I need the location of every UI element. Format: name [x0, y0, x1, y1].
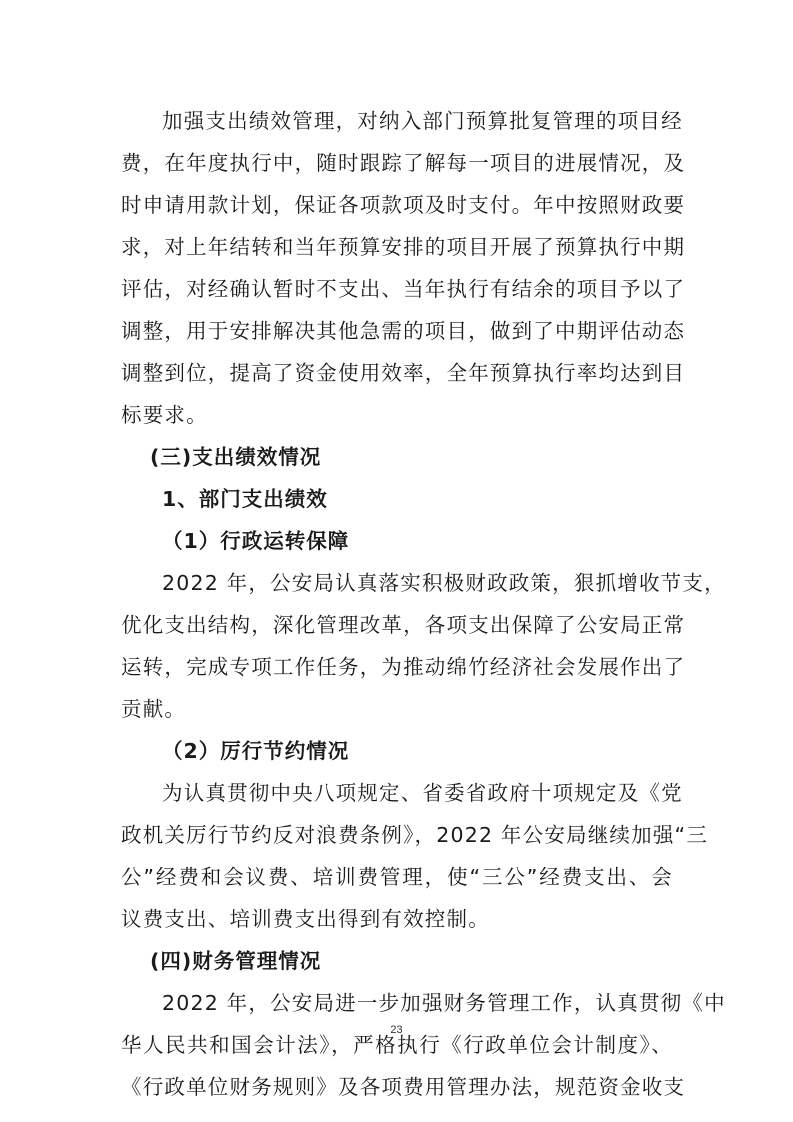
page-number: 23	[390, 1024, 403, 1036]
paragraph-3-line-2: 政机关厉行节约反对浪费条例》，2022 年公安局继续加强“三	[121, 823, 709, 847]
item-heading-2: （2）厉行节约情况	[162, 739, 350, 763]
section-heading-4: (四)财务管理情况	[150, 949, 322, 973]
subsection-heading-1: 1、部门支出绩效	[162, 487, 328, 511]
paragraph-1-line-3: 时申请用款计划，保证各项款项及时支付。年中按照财政要	[121, 193, 686, 217]
paragraph-2-line-1: 2022 年，公安局认真落实积极财政政策，狠抓增收节支，	[162, 571, 726, 595]
paragraph-1-line-1: 加强支出绩效管理，对纳入部门预算批复管理的项目经	[162, 109, 683, 133]
paragraph-1-line-7: 调整到位，提高了资金使用效率，全年预算执行率均达到目	[121, 361, 686, 385]
paragraph-2-line-4: 贡献。	[121, 697, 187, 721]
paragraph-1-line-4: 求，对上年结转和当年预算安排的项目开展了预算执行中期	[121, 235, 686, 259]
paragraph-2-line-3: 运转，完成专项工作任务，为推动绵竹经济社会发展作出了	[121, 655, 686, 679]
paragraph-3-line-3: 公”经费和会议费、培训费管理，使“三公”经费支出、会	[121, 865, 673, 889]
paragraph-2-line-2: 优化支出结构，深化管理改革，各项支出保障了公安局正常	[121, 613, 686, 637]
item-heading-1: （1）行政运转保障	[162, 529, 350, 553]
paragraph-4-line-2: 华人民共和国会计法》，严格执行《行政单位会计制度》、	[121, 1033, 673, 1057]
paragraph-3-line-4: 议费支出、培训费支出得到有效控制。	[121, 907, 490, 931]
paragraph-4-line-3: 《行政单位财务规则》及各项费用管理办法，规范资金收支	[121, 1075, 686, 1099]
paragraph-3-line-1: 为认真贯彻中央八项规定、省委省政府十项规定及《党	[162, 781, 683, 805]
paragraph-1-line-5: 评估，对经确认暂时不支出、当年执行有结余的项目予以了	[121, 277, 686, 301]
paragraph-1-line-6: 调整，用于安排解决其他急需的项目，做到了中期评估动态	[121, 319, 686, 343]
paragraph-1-line-2: 费，在年度执行中，随时跟踪了解每一项目的进展情况，及	[121, 151, 686, 175]
paragraph-1-line-8: 标要求。	[121, 403, 208, 427]
paragraph-4-line-1: 2022 年，公安局进一步加强财务管理工作，认真贯彻《中	[162, 991, 726, 1015]
section-heading-3: (三)支出绩效情况	[150, 445, 322, 469]
